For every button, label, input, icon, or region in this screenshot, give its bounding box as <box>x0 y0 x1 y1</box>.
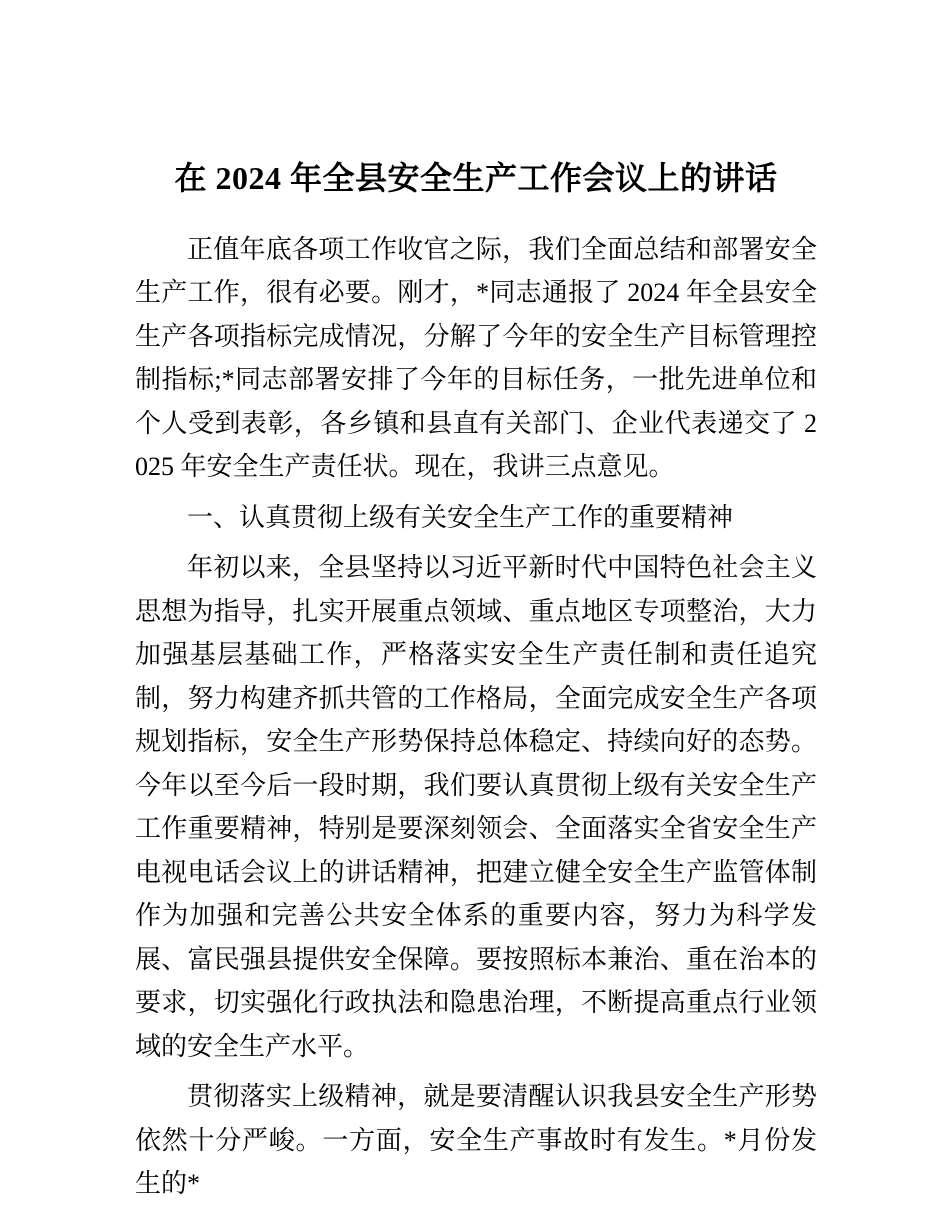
paragraph-intro: 正值年底各项工作收官之际，我们全面总结和部署安全生产工作，很有必要。刚才，*同志通报了 2024 年全县安全生产各项指标完成情况，分解了今年的安全生产目标管理控制指标;*同志部署安排了今年的目标任务，一批先进单位和个人受到表彰，各乡镇和县直有关部门、企业代表递交了 2025 年安全生产责任状。现在，我讲三点意见。 <box>135 234 817 482</box>
section-heading-1: 一、认真贯彻上级有关安全生产工作的重要精神 <box>187 502 734 532</box>
paragraph-closing: 贯彻落实上级精神，就是要清醒认识我县安全生产形势依然十分严峻。一方面，安全生产事故时有发生。*月份发生的* <box>135 1082 817 1199</box>
document-title: 在 2024 年全县安全生产工作会议上的讲话 <box>174 160 778 196</box>
paragraph-section-body: 年初以来，全县坚持以习近平新时代中国特色社会主义思想为指导，扎实开展重点领域、重点地区专项整治，大力加强基层基础工作，严格落实安全生产责任制和责任追究制，努力构建齐抓共管的工作格局，全面完成安全生产各项规划指标，安全生产形势保持总体稳定、持续向好的态势。今年以至今后一段时期，我们要认真贯彻上级有关安全生产工作重要精神，特别是要深刻领会、全面落实全省安全生产电视电话会议上的讲话精神，把建立健全安全生产监管体制作为加强和完善公共安全体系的重要内容，努力为科学发展、富民强县提供安全保障。要按照标本兼治、重在治本的要求，切实强化行政执法和隐患治理，不断提高重点行业领域的安全生产水平。 <box>135 553 817 1061</box>
